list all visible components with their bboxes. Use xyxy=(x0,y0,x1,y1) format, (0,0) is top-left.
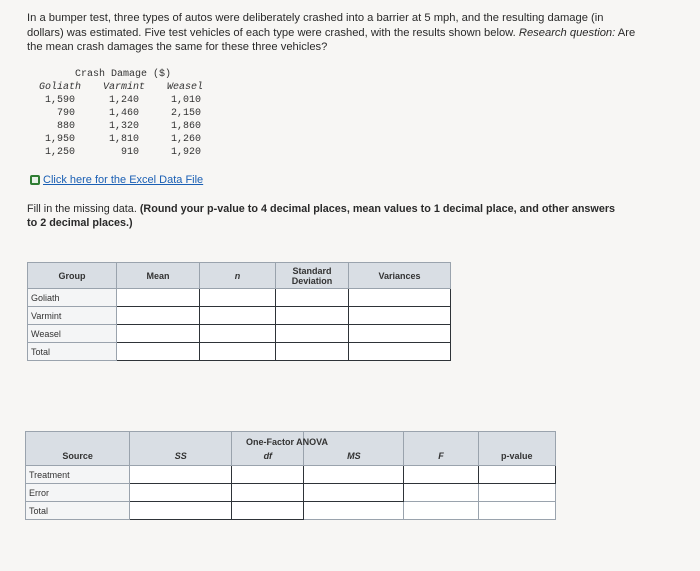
data-caption: Crash Damage ($) xyxy=(75,69,172,80)
data-col-varmint: Varmint xyxy=(102,82,145,93)
excel-file-icon xyxy=(30,175,40,185)
varmint-std-input[interactable] xyxy=(276,307,349,325)
total-pvalue-blank xyxy=(478,502,555,520)
row-label-total: Total xyxy=(28,343,117,361)
varmint-n-input[interactable] xyxy=(200,307,276,325)
weasel-mean-input[interactable] xyxy=(117,325,200,343)
anova-header-ss: SS xyxy=(130,432,232,466)
anova-header-pvalue: p-value xyxy=(478,432,555,466)
data-col-goliath: Goliath xyxy=(38,82,81,93)
anova-row-error: Error xyxy=(26,484,130,502)
total-std-input[interactable] xyxy=(276,343,349,361)
anova-row-total: Total xyxy=(26,502,130,520)
anova-header-ms: MS xyxy=(304,432,404,466)
error-df-input[interactable] xyxy=(232,484,304,502)
row-label-varmint: Varmint xyxy=(28,307,117,325)
treatment-ms-input[interactable] xyxy=(304,466,404,484)
weasel-n-input[interactable] xyxy=(200,325,276,343)
total-variance-input[interactable] xyxy=(349,343,451,361)
error-f-blank xyxy=(404,484,478,502)
row-label-goliath: Goliath xyxy=(28,289,117,307)
instructions: Fill in the missing data. (Round your p-value to 4 decimal places, mean values to 1 decimal place, and other answers to 2 decimal places.) xyxy=(27,203,616,229)
goliath-variance-input[interactable] xyxy=(349,289,451,307)
error-pvalue-blank xyxy=(478,484,555,502)
weasel-std-input[interactable] xyxy=(276,325,349,343)
total-mean-input[interactable] xyxy=(117,343,200,361)
rounding-instructions: (Round your p-value to 4 decimal places, mean values to 1 decimal place, and other answers to 2 decimal places.) xyxy=(27,203,616,229)
data-col-weasel: Weasel xyxy=(166,82,203,93)
total-ms-blank xyxy=(304,502,404,520)
total-f-blank xyxy=(404,502,478,520)
header-group: Group xyxy=(28,263,117,289)
total-ss-input[interactable] xyxy=(130,502,232,520)
excel-data-link[interactable] xyxy=(30,174,203,186)
treatment-ss-input[interactable] xyxy=(130,466,232,484)
research-question-label: Research question: xyxy=(518,26,616,39)
header-mean: Mean xyxy=(117,263,200,289)
treatment-f-input[interactable] xyxy=(404,466,478,484)
weasel-variance-input[interactable] xyxy=(349,325,451,343)
anova-header-df: df xyxy=(232,432,304,466)
summary-table xyxy=(27,262,451,361)
anova-title: One-Factor ANOVA xyxy=(246,437,329,447)
anova-row-treatment: Treatment xyxy=(26,466,130,484)
total-n-input[interactable] xyxy=(200,343,276,361)
anova-header-source: Source xyxy=(26,432,130,466)
varmint-mean-input[interactable] xyxy=(117,307,200,325)
varmint-variance-input[interactable] xyxy=(349,307,451,325)
header-std-dev: Standard Deviation xyxy=(276,263,349,289)
header-variances: Variances xyxy=(349,263,451,289)
goliath-mean-input[interactable] xyxy=(117,289,200,307)
treatment-df-input[interactable] xyxy=(232,466,304,484)
goliath-std-input[interactable] xyxy=(276,289,349,307)
anova-header-f: F xyxy=(404,432,478,466)
question-text: In a bumper test, three types of autos were deliberately crashed into a barrier at 5 mph, and the resulting damage (in dollars) was estimated. Five test vehicles of each type were crashed, with the results shown below. Research question: Are the mean crash damages the same for these three vehicles? xyxy=(27,12,636,53)
row-label-weasel: Weasel xyxy=(28,325,117,343)
goliath-n-input[interactable] xyxy=(200,289,276,307)
treatment-pvalue-input[interactable] xyxy=(478,466,555,484)
header-n: n xyxy=(200,263,276,289)
research-question-text: Are the mean crash damages the same for these three vehicles? xyxy=(27,26,636,53)
error-ss-input[interactable] xyxy=(130,484,232,502)
total-df-input[interactable] xyxy=(232,502,304,520)
excel-link-label: Click here for the Excel Data File xyxy=(43,174,204,186)
error-ms-input[interactable] xyxy=(304,484,404,502)
